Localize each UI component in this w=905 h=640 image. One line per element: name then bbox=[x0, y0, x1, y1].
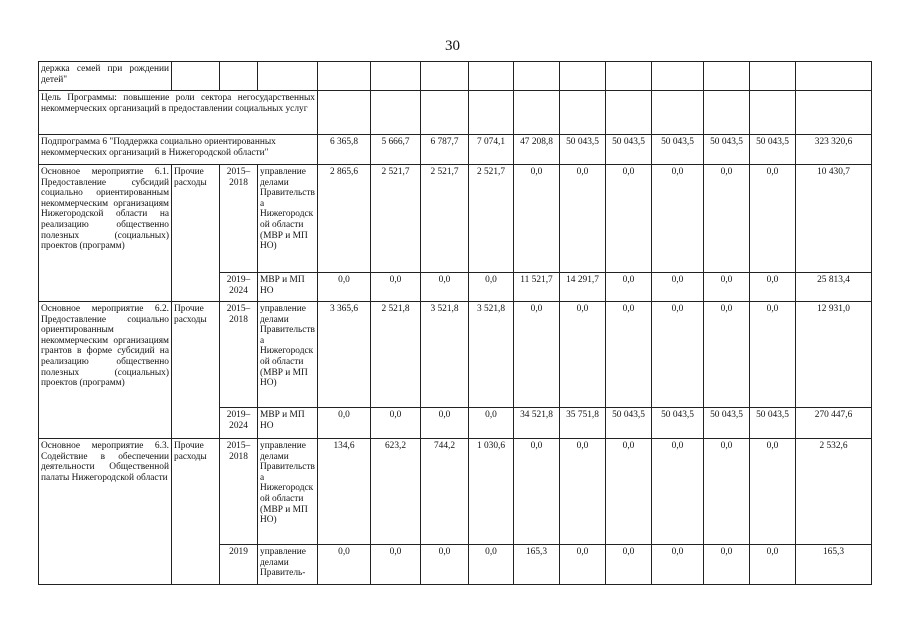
value-cell: 5 666,7 bbox=[371, 135, 421, 165]
value-cell: 0,0 bbox=[606, 545, 652, 585]
value-cell: 0,0 bbox=[371, 273, 421, 302]
value-cell: 2 865,6 bbox=[318, 165, 371, 273]
empty-cell bbox=[796, 62, 872, 91]
value-cell: 0,0 bbox=[318, 545, 371, 585]
value-cell: 0,0 bbox=[652, 165, 704, 273]
empty-cell bbox=[560, 91, 606, 135]
period-cell: 2015–2018 bbox=[220, 302, 258, 408]
value-cell: 0,0 bbox=[652, 302, 704, 408]
expense-type: Прочие расходы bbox=[172, 439, 220, 585]
period-cell: 2019–2024 bbox=[220, 273, 258, 302]
value-cell: 50 043,5 bbox=[750, 135, 796, 165]
value-cell: 50 043,5 bbox=[606, 408, 652, 439]
table-row bbox=[39, 165, 872, 273]
value-cell: 0,0 bbox=[652, 273, 704, 302]
table-row bbox=[39, 91, 872, 135]
table-body bbox=[39, 62, 872, 585]
empty-cell bbox=[371, 91, 421, 135]
responsible-cell: управление делами Правительства Нижегородской области (МВР и МП НО) bbox=[258, 439, 318, 545]
total-cell: 10 430,7 bbox=[796, 165, 872, 273]
budget-table bbox=[38, 61, 872, 585]
value-cell: 1 030,6 bbox=[469, 439, 514, 545]
value-cell: 6 787,7 bbox=[421, 135, 469, 165]
empty-cell bbox=[258, 62, 318, 91]
value-cell: 0,0 bbox=[560, 545, 606, 585]
empty-cell bbox=[796, 91, 872, 135]
table-row bbox=[39, 302, 872, 408]
empty-cell bbox=[172, 62, 220, 91]
value-cell: 0,0 bbox=[704, 439, 750, 545]
total-cell: 165,3 bbox=[796, 545, 872, 585]
total-cell: 2 532,6 bbox=[796, 439, 872, 545]
value-cell: 50 043,5 bbox=[606, 135, 652, 165]
value-cell: 50 043,5 bbox=[750, 408, 796, 439]
value-cell: 35 751,8 bbox=[560, 408, 606, 439]
total-cell: 323 320,6 bbox=[796, 135, 872, 165]
value-cell: 0,0 bbox=[469, 545, 514, 585]
empty-cell bbox=[469, 91, 514, 135]
value-cell: 0,0 bbox=[704, 273, 750, 302]
value-cell: 0,0 bbox=[371, 408, 421, 439]
row-description: держка семей при рождении детей" bbox=[39, 62, 172, 91]
measure-description: Основное мероприятие 6.1. Предоставление субсидий социально ориентированным некоммерческим организациям Нижегородской области на реализацию общественно полезных (социальных) проектов (программ) bbox=[39, 165, 172, 302]
value-cell: 165,3 bbox=[514, 545, 560, 585]
empty-cell bbox=[652, 62, 704, 91]
empty-cell bbox=[606, 62, 652, 91]
measure-description: Основное мероприятие 6.2. Предоставление социально ориентированным некоммерческим организациям грантов в форме субсидий на реализацию общественно полезных (социальных) проектов (программ) bbox=[39, 302, 172, 439]
value-cell: 0,0 bbox=[318, 408, 371, 439]
value-cell: 0,0 bbox=[514, 165, 560, 273]
value-cell: 0,0 bbox=[560, 302, 606, 408]
value-cell: 50 043,5 bbox=[560, 135, 606, 165]
empty-cell bbox=[704, 62, 750, 91]
empty-cell bbox=[652, 91, 704, 135]
empty-cell bbox=[421, 91, 469, 135]
value-cell: 3 521,8 bbox=[469, 302, 514, 408]
table-row bbox=[39, 62, 872, 91]
value-cell: 0,0 bbox=[750, 165, 796, 273]
empty-cell bbox=[606, 91, 652, 135]
value-cell: 0,0 bbox=[514, 302, 560, 408]
value-cell: 0,0 bbox=[421, 273, 469, 302]
value-cell: 2 521,7 bbox=[421, 165, 469, 273]
empty-cell bbox=[750, 91, 796, 135]
total-cell: 12 931,0 bbox=[796, 302, 872, 408]
value-cell: 3 521,8 bbox=[421, 302, 469, 408]
value-cell: 50 043,5 bbox=[704, 408, 750, 439]
responsible-cell: МВР и МП НО bbox=[258, 408, 318, 439]
program-goal: Цель Программы: повышение роли сектора негосударственных некоммерческих организаций в предоставлении социальных услуг bbox=[39, 91, 318, 135]
value-cell: 2 521,7 bbox=[469, 165, 514, 273]
value-cell: 2 521,7 bbox=[371, 165, 421, 273]
empty-cell bbox=[560, 62, 606, 91]
value-cell: 3 365,6 bbox=[318, 302, 371, 408]
value-cell: 0,0 bbox=[750, 273, 796, 302]
period-cell: 2019–2024 bbox=[220, 408, 258, 439]
value-cell: 0,0 bbox=[421, 408, 469, 439]
value-cell: 0,0 bbox=[750, 545, 796, 585]
empty-cell bbox=[421, 62, 469, 91]
empty-cell bbox=[750, 62, 796, 91]
empty-cell bbox=[514, 62, 560, 91]
value-cell: 744,2 bbox=[421, 439, 469, 545]
expense-type: Прочие расходы bbox=[172, 302, 220, 439]
value-cell: 7 074,1 bbox=[469, 135, 514, 165]
value-cell: 50 043,5 bbox=[704, 135, 750, 165]
empty-cell bbox=[318, 62, 371, 91]
period-cell: 2015–2018 bbox=[220, 165, 258, 273]
responsible-cell: управление делами Правительства Нижегородской области (МВР и МП НО) bbox=[258, 165, 318, 273]
value-cell: 0,0 bbox=[560, 165, 606, 273]
period-cell: 2019 bbox=[220, 545, 258, 585]
empty-cell bbox=[469, 62, 514, 91]
value-cell: 14 291,7 bbox=[560, 273, 606, 302]
value-cell: 0,0 bbox=[652, 545, 704, 585]
value-cell: 47 208,8 bbox=[514, 135, 560, 165]
value-cell: 0,0 bbox=[469, 408, 514, 439]
responsible-cell: управление делами Правительства Нижегородской области (МВР и МП НО) bbox=[258, 302, 318, 408]
responsible-cell: управление делами Правитель- bbox=[258, 545, 318, 585]
value-cell: 6 365,8 bbox=[318, 135, 371, 165]
table-row bbox=[39, 135, 872, 165]
subprogram-title: Подпрограмма 6 "Поддержка социально ориентированных некоммерческих организаций в Нижегородской области" bbox=[39, 135, 318, 165]
total-cell: 270 447,6 bbox=[796, 408, 872, 439]
value-cell: 0,0 bbox=[469, 273, 514, 302]
empty-cell bbox=[514, 91, 560, 135]
value-cell: 11 521,7 bbox=[514, 273, 560, 302]
value-cell: 34 521,8 bbox=[514, 408, 560, 439]
value-cell: 0,0 bbox=[318, 273, 371, 302]
table-row bbox=[39, 439, 872, 545]
value-cell: 0,0 bbox=[606, 302, 652, 408]
value-cell: 0,0 bbox=[606, 273, 652, 302]
value-cell: 0,0 bbox=[652, 439, 704, 545]
value-cell: 50 043,5 bbox=[652, 135, 704, 165]
value-cell: 0,0 bbox=[750, 302, 796, 408]
value-cell: 0,0 bbox=[514, 439, 560, 545]
empty-cell bbox=[220, 62, 258, 91]
period-cell: 2015–2018 bbox=[220, 439, 258, 545]
empty-cell bbox=[318, 91, 371, 135]
value-cell: 0,0 bbox=[421, 545, 469, 585]
value-cell: 0,0 bbox=[560, 439, 606, 545]
value-cell: 2 521,8 bbox=[371, 302, 421, 408]
value-cell: 0,0 bbox=[704, 302, 750, 408]
value-cell: 623,2 bbox=[371, 439, 421, 545]
measure-description: Основное мероприятие 6.3. Содействие в обеспечении деятельности Общественной палаты Нижегородской области bbox=[39, 439, 172, 585]
empty-cell bbox=[371, 62, 421, 91]
value-cell: 0,0 bbox=[704, 545, 750, 585]
value-cell: 0,0 bbox=[704, 165, 750, 273]
value-cell: 134,6 bbox=[318, 439, 371, 545]
responsible-cell: МВР и МП НО bbox=[258, 273, 318, 302]
value-cell: 0,0 bbox=[371, 545, 421, 585]
total-cell: 25 813,4 bbox=[796, 273, 872, 302]
value-cell: 0,0 bbox=[606, 439, 652, 545]
value-cell: 0,0 bbox=[750, 439, 796, 545]
value-cell: 50 043,5 bbox=[652, 408, 704, 439]
page-number: 30 bbox=[445, 38, 460, 54]
empty-cell bbox=[704, 91, 750, 135]
value-cell: 0,0 bbox=[606, 165, 652, 273]
expense-type: Прочие расходы bbox=[172, 165, 220, 302]
